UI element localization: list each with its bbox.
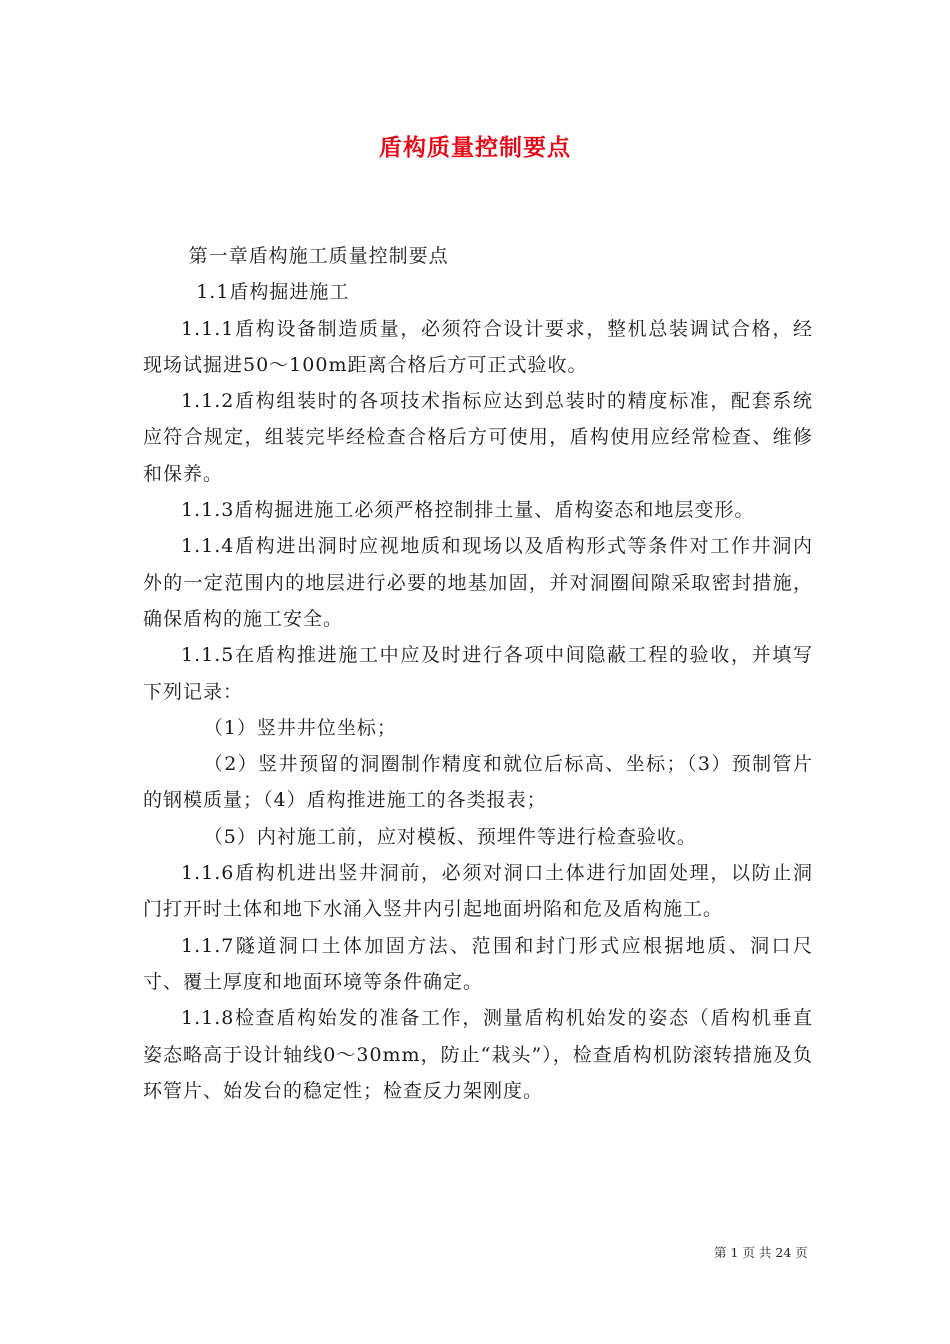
paragraph-1-1-3: 1.1.3盾构掘进施工必须严格控制排土量、盾构姿态和地层变形。 [181,499,755,522]
paragraph-1-1-5: 1.1.5在盾构推进施工中应及时进行各项中间隐蔽工程的验收，并填写下列记录： [143,644,813,703]
footer-total-pages: 24 [775,1245,792,1260]
chapter-heading: 第一章盾构施工质量控制要点 [188,245,449,267]
document-body [143,238,813,1109]
paragraph-1-1-4: 1.1.4盾构进出洞时应视地质和现场以及盾构形式等条件对工作井洞内外的一定范围内的地层进行必要的地基加固，并对洞圈间隙采取密封措施，确保盾构的施工安全。 [143,535,813,630]
footer-prefix: 第 [714,1245,727,1260]
record-item-2-4: （2）竖井预留的洞圈制作精度和就位后标高、坐标；（3）预制管片的钢模质量；（4）盾构推进施工的各类报表； [143,753,813,812]
document-title: 盾构质量控制要点 [379,134,571,161]
page-footer [714,1243,808,1261]
footer-middle: 页 共 [742,1245,772,1260]
footer-page-number: 1 [730,1245,739,1260]
paragraph-1-1-1: 1.1.1盾构设备制造质量，必须符合设计要求，整机总装调试合格，经现场试掘进50～100m距离合格后方可正式验收。 [143,317,813,376]
paragraph-1-1-7: 1.1.7隧道洞口土体加固方法、范围和封门形式应根据地质、洞口尺寸、覆土厚度和地面环境等条件确定。 [143,934,813,993]
record-item-1: （1）竖井井位坐标； [203,716,397,739]
footer-suffix: 页 [795,1245,808,1260]
paragraph-1-1-8: 1.1.8检查盾构始发的准备工作，测量盾构机始发的姿态（盾构机垂直姿态略高于设计轴线0～30mm，防止“栽头”），检查盾构机防滚转措施及负环管片、始发台的稳定性；检查反力架刚度。 [143,1007,813,1102]
section-heading: 1.1盾构掘进施工 [196,281,350,304]
record-item-5: （5）内衬施工前，应对模板、预埋件等进行检查验收。 [203,825,697,848]
paragraph-1-1-6: 1.1.6盾构机进出竖井洞前，必须对洞口土体进行加固处理，以防止洞门打开时土体和地下水涌入竖井内引起地面坍陷和危及盾构施工。 [143,862,813,921]
paragraph-1-1-2: 1.1.2盾构组装时的各项技术指标应达到总装时的精度标准，配套系统应符合规定，组装完毕经检查合格后方可使用，盾构使用应经常检查、维修和保养。 [143,390,813,485]
